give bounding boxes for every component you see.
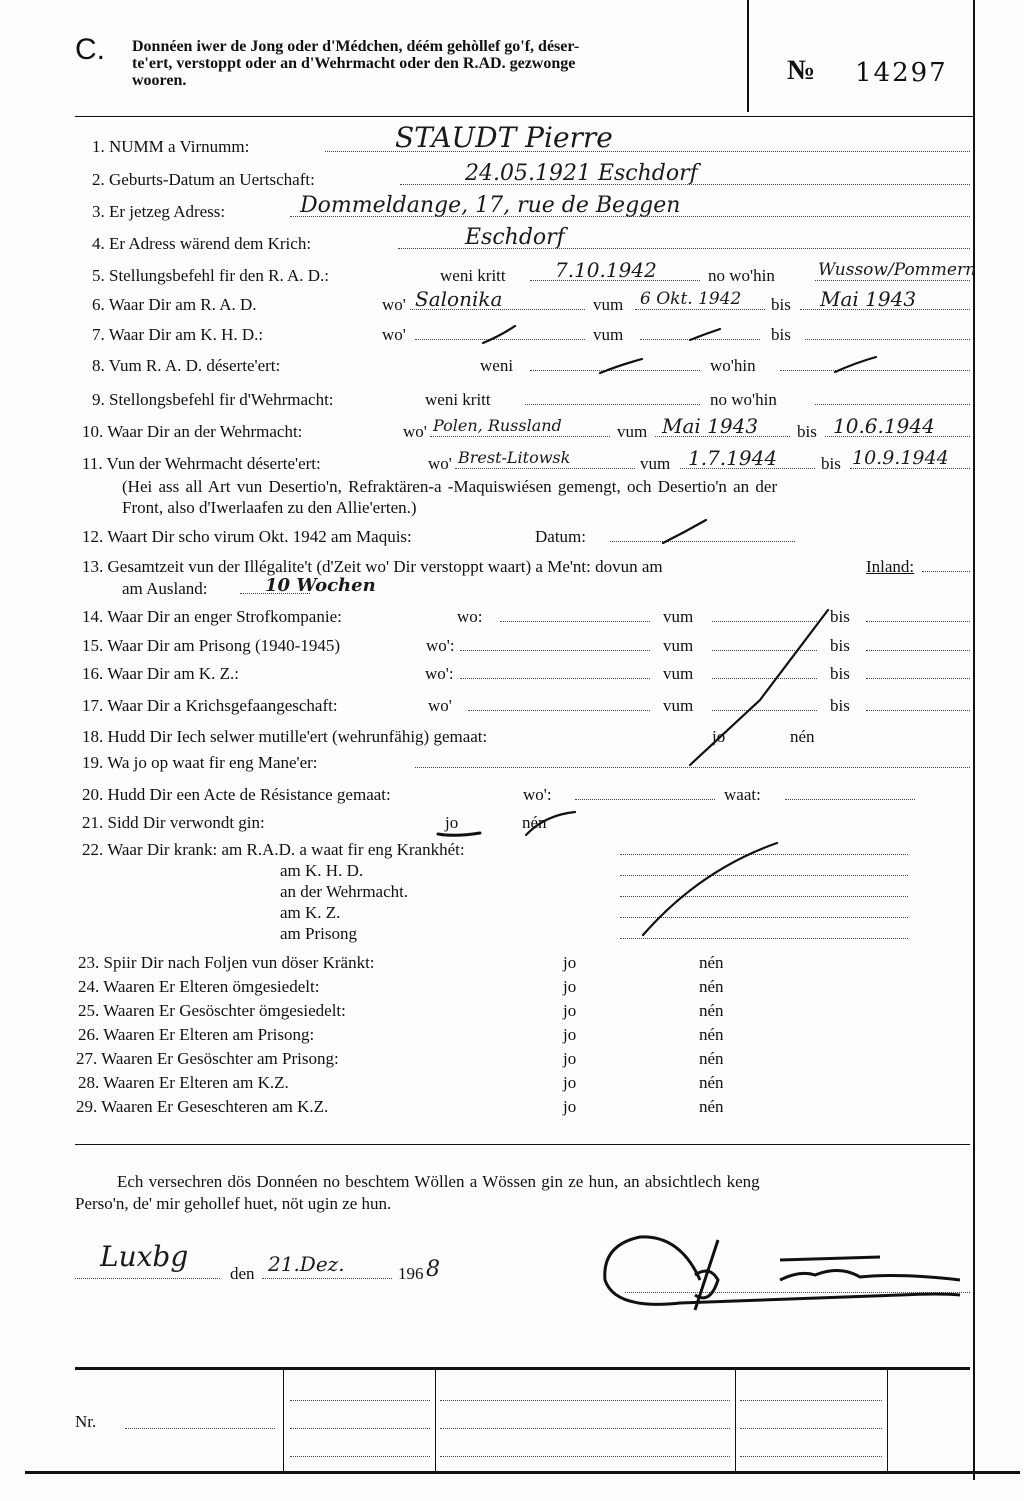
- footer-field-b2[interactable]: [440, 1428, 730, 1429]
- year-suffix: 8: [426, 1257, 440, 1282]
- signature: [600, 1225, 980, 1325]
- footer-col-divider-4: [887, 1370, 888, 1471]
- footer-field-b1[interactable]: [440, 1400, 730, 1401]
- place-field[interactable]: [75, 1278, 220, 1279]
- q8-weni-label: weni: [480, 356, 514, 375]
- footer-field-a2[interactable]: [290, 1428, 430, 1429]
- q6-wo-value: Salonika: [415, 287, 503, 311]
- q29-label: 29. Waaren Er Geseschteren am K.Z.: [76, 1097, 329, 1116]
- nr-field[interactable]: [125, 1428, 275, 1429]
- nr-label: Nr.: [75, 1412, 97, 1431]
- q27-nen-option[interactable]: nén: [699, 1049, 724, 1068]
- q22-strike-mark: [643, 843, 777, 935]
- footer-field-c1[interactable]: [740, 1400, 882, 1401]
- q29-jo-option[interactable]: jo: [563, 1097, 577, 1116]
- q6-vum-value: 6 Okt. 1942: [640, 289, 742, 309]
- q10-wo-label: wo': [403, 422, 427, 441]
- q15-label: 15. Waar Dir am Prisong (1940-1945): [82, 636, 340, 655]
- q16-wo-label: wo':: [425, 664, 454, 683]
- q28-label: 28. Waaren Er Elteren am K.Z.: [78, 1073, 289, 1092]
- q28-jo-option[interactable]: jo: [563, 1073, 577, 1092]
- q11-note-line-1: (Hei ass all Art vun Desertio'n, Refraktären-a -Maquiswiésen gemengt, och Desertio'n an der: [122, 477, 778, 496]
- q1-label: 1. NUMM a Virnumm:: [92, 137, 250, 156]
- q2-label: 2. Geburts-Datum an Uertschaft:: [92, 170, 315, 189]
- q13-ausland-value: 10 Wochen: [265, 575, 376, 596]
- q10-bis-label: bis: [797, 422, 817, 441]
- q7-wo-label: wo': [382, 325, 406, 344]
- footer-top-rule: [75, 1367, 970, 1370]
- q29-nen-option[interactable]: nén: [699, 1097, 724, 1116]
- header-title-line-3: wooren.: [132, 72, 187, 89]
- q8-wohin-dash-mark: [835, 357, 876, 372]
- q14-19-strike-mark: [690, 610, 828, 765]
- q11-wo-label: wo': [428, 454, 452, 473]
- footer-field-a1[interactable]: [290, 1400, 430, 1401]
- header-title-line-1: Donnéen iwer de Jong oder d'Médchen, déém gehòllef go'f, déser-: [132, 38, 580, 55]
- q21-nen-option[interactable]: nén: [522, 813, 547, 832]
- q20-waat-label: waat:: [724, 785, 761, 804]
- q18-label: 18. Hudd Dir Iech selwer mutille'ert (wehrunfähig) gemaat:: [82, 727, 488, 746]
- footer-col-divider-3: [735, 1370, 736, 1471]
- q12-datum-label: Datum:: [535, 527, 586, 546]
- q27-jo-option[interactable]: jo: [563, 1049, 577, 1068]
- q26-jo-option[interactable]: jo: [563, 1025, 577, 1044]
- q15-vum-label: vum: [663, 636, 694, 655]
- place-value: Luxbg: [100, 1240, 189, 1273]
- footer-field-b3[interactable]: [440, 1456, 730, 1457]
- q16-vum-label: vum: [663, 664, 694, 683]
- q7-vum-label: vum: [593, 325, 624, 344]
- q14-bis-label: bis: [830, 607, 850, 626]
- q15-wo-label: wo':: [426, 636, 455, 655]
- date-field[interactable]: [262, 1278, 392, 1279]
- q22-prisong-label: am Prisong: [280, 924, 357, 943]
- q23-nen-option[interactable]: nén: [699, 953, 724, 972]
- q21-jo-option[interactable]: jo: [445, 813, 459, 832]
- q11-vum-value: 1.7.1944: [688, 446, 778, 470]
- q18-jo-option[interactable]: jo: [712, 727, 726, 746]
- q24-label: 24. Waaren Er Elteren ömgesiedelt:: [78, 977, 320, 996]
- q21-jo-underline: [438, 833, 480, 835]
- q21-nen-strike-mark: [526, 812, 575, 835]
- q11-note-line-2: Front, also d'Iwerlaafen zu den Allie'erten.): [122, 498, 417, 517]
- q9-weni-label: weni kritt: [425, 390, 491, 409]
- q11-bis-label: bis: [821, 454, 841, 473]
- q26-nen-option[interactable]: nén: [699, 1025, 724, 1044]
- q7-vum-dash-mark: [690, 329, 720, 340]
- q11-wo-value: Brest-Litowsk: [458, 448, 571, 467]
- q26-label: 26. Waaren Er Elteren am Prisong:: [78, 1025, 315, 1044]
- q22-label: 22. Waar Dir krank: am R.A.D. a waat fir eng Krankhét:: [82, 840, 465, 859]
- q5-label: 5. Stellungsbefehl fir den R. A. D.:: [92, 266, 330, 285]
- q12-check-mark: [663, 520, 706, 543]
- q10-label: 10. Waar Dir an der Wehrmacht:: [82, 422, 303, 441]
- header-title-line-2: te'ert, verstoppt oder an d'Wehrmacht oder den R.AD. gezwonge: [132, 55, 576, 72]
- q13-inland-label: Inland:: [866, 557, 915, 576]
- q12-label: 12. Waart Dir scho virum Okt. 1942 am Maquis:: [82, 527, 412, 546]
- q21-label: 21. Sidd Dir verwondt gin:: [82, 813, 265, 832]
- q24-nen-option[interactable]: nén: [699, 977, 724, 996]
- q25-label: 25. Waaren Er Gesöschter ömgesiedelt:: [78, 1001, 346, 1020]
- q24-jo-option[interactable]: jo: [563, 977, 577, 996]
- q2-value: 24.05.1921 Eschdorf: [465, 161, 698, 186]
- q9-wohin-label: no wo'hin: [710, 390, 777, 409]
- q28-nen-option[interactable]: nén: [699, 1073, 724, 1092]
- footer-bottom-rule: [25, 1471, 1020, 1474]
- footer-col-divider-1: [283, 1370, 284, 1471]
- q22-kz-label: am K. Z.: [280, 903, 341, 922]
- q18-nen-option[interactable]: nén: [790, 727, 815, 746]
- q27-label: 27. Waaren Er Gesöschter am Prisong:: [76, 1049, 339, 1068]
- q20-wo-label: wo':: [523, 785, 552, 804]
- q22-wehrmacht-label: an der Wehrmacht.: [280, 882, 409, 901]
- q4-label: 4. Er Adress wärend dem Krich:: [92, 234, 312, 253]
- q14-vum-label: vum: [663, 607, 694, 626]
- q6-label: 6. Waar Dir am R. A. D.: [92, 295, 257, 314]
- den-label: den: [230, 1264, 255, 1283]
- q8-wohin-label: wo'hin: [710, 356, 756, 375]
- q8-weni-dash-mark: [600, 359, 642, 373]
- q17-label: 17. Waar Dir a Krichsgefaangeschaft:: [82, 696, 338, 715]
- q5-weni-value: 7.10.1942: [555, 258, 657, 282]
- q23-label: 23. Spiir Dir nach Foljen vun döser Kränkt:: [78, 953, 375, 972]
- q6-vum-label: vum: [593, 295, 624, 314]
- footer-field-c3[interactable]: [740, 1456, 882, 1457]
- q6-bis-value: Mai 1943: [820, 287, 917, 311]
- q16-bis-label: bis: [830, 664, 850, 683]
- q10-bis-value: 10.6.1944: [833, 414, 935, 438]
- q17-wo-label: wo': [428, 696, 452, 715]
- q9-label: 9. Stellongsbefehl fir d'Wehrmacht:: [92, 390, 334, 409]
- footer-field-c2[interactable]: [740, 1428, 882, 1429]
- q7-wo-dash-mark: [483, 326, 515, 343]
- q17-bis-label: bis: [830, 696, 850, 715]
- q22-khd-label: am K. H. D.: [280, 861, 364, 880]
- q11-label: 11. Vun der Wehrmacht déserte'ert:: [82, 454, 321, 473]
- q6-wo-label: wo': [382, 295, 406, 314]
- q8-label: 8. Vum R. A. D. déserte'ert:: [92, 356, 281, 375]
- q16-label: 16. Waar Dir am K. Z.:: [82, 664, 239, 683]
- q5-weni-label: weni kritt: [440, 266, 506, 285]
- q25-nen-option[interactable]: nén: [699, 1001, 724, 1020]
- q5-wohin-value: Wussow/Pommern: [818, 260, 977, 280]
- q14-label: 14. Waar Dir an enger Strofkompanie:: [82, 607, 342, 626]
- q1-value: STAUDT Pierre: [395, 121, 613, 154]
- footer-col-divider-2: [435, 1370, 436, 1471]
- year-prefix: 196: [398, 1264, 424, 1283]
- q7-bis-label: bis: [771, 325, 791, 344]
- number-symbol: №: [787, 55, 816, 86]
- q13-ausland-label: am Ausland:: [122, 579, 208, 598]
- q6-bis-label: bis: [771, 295, 791, 314]
- q7-label: 7. Waar Dir am K. H. D.:: [92, 325, 264, 344]
- q10-vum-value: Mai 1943: [662, 414, 759, 438]
- footer-field-a3[interactable]: [290, 1456, 430, 1457]
- q19-label: 19. Wa jo op waat fir eng Mane'er:: [82, 753, 318, 772]
- q4-value: Eschdorf: [465, 225, 565, 250]
- q10-wo-value: Polen, Russland: [433, 416, 562, 435]
- q25-jo-option[interactable]: jo: [563, 1001, 577, 1020]
- q17-vum-label: vum: [663, 696, 694, 715]
- q11-vum-label: vum: [640, 454, 671, 473]
- q13-label: 13. Gesamtzeit vun der Illégalite't (d'Zeit wo' Dir verstoppt waart) a Me'nt: dovun am: [82, 557, 663, 576]
- section-letter: C.: [75, 33, 105, 66]
- q15-bis-label: bis: [830, 636, 850, 655]
- q23-jo-option[interactable]: jo: [563, 953, 577, 972]
- q3-label: 3. Er jetzeg Adress:: [92, 202, 226, 221]
- q14-wo-label: wo:: [457, 607, 483, 626]
- q3-value: Dommeldange, 17, rue de Beggen: [300, 193, 681, 218]
- form-number: 14297: [855, 58, 948, 88]
- q11-bis-value: 10.9.1944: [852, 447, 949, 469]
- q10-vum-label: vum: [617, 422, 648, 441]
- date-value: 21.Dez.: [268, 1252, 345, 1276]
- declaration-line-1: Ech versechren dös Donnéen no beschtem Wöllen a Wössen gin ze hun, an absichtlech keng: [117, 1172, 760, 1191]
- declaration-line-2: Perso'n, de' mir gehollef huet, nöt ugin ze hun.: [75, 1194, 392, 1213]
- q5-wohin-label: no wo'hin: [708, 266, 775, 285]
- declaration-rule: [75, 1144, 970, 1145]
- q20-label: 20. Hudd Dir een Acte de Résistance gemaat:: [82, 785, 391, 804]
